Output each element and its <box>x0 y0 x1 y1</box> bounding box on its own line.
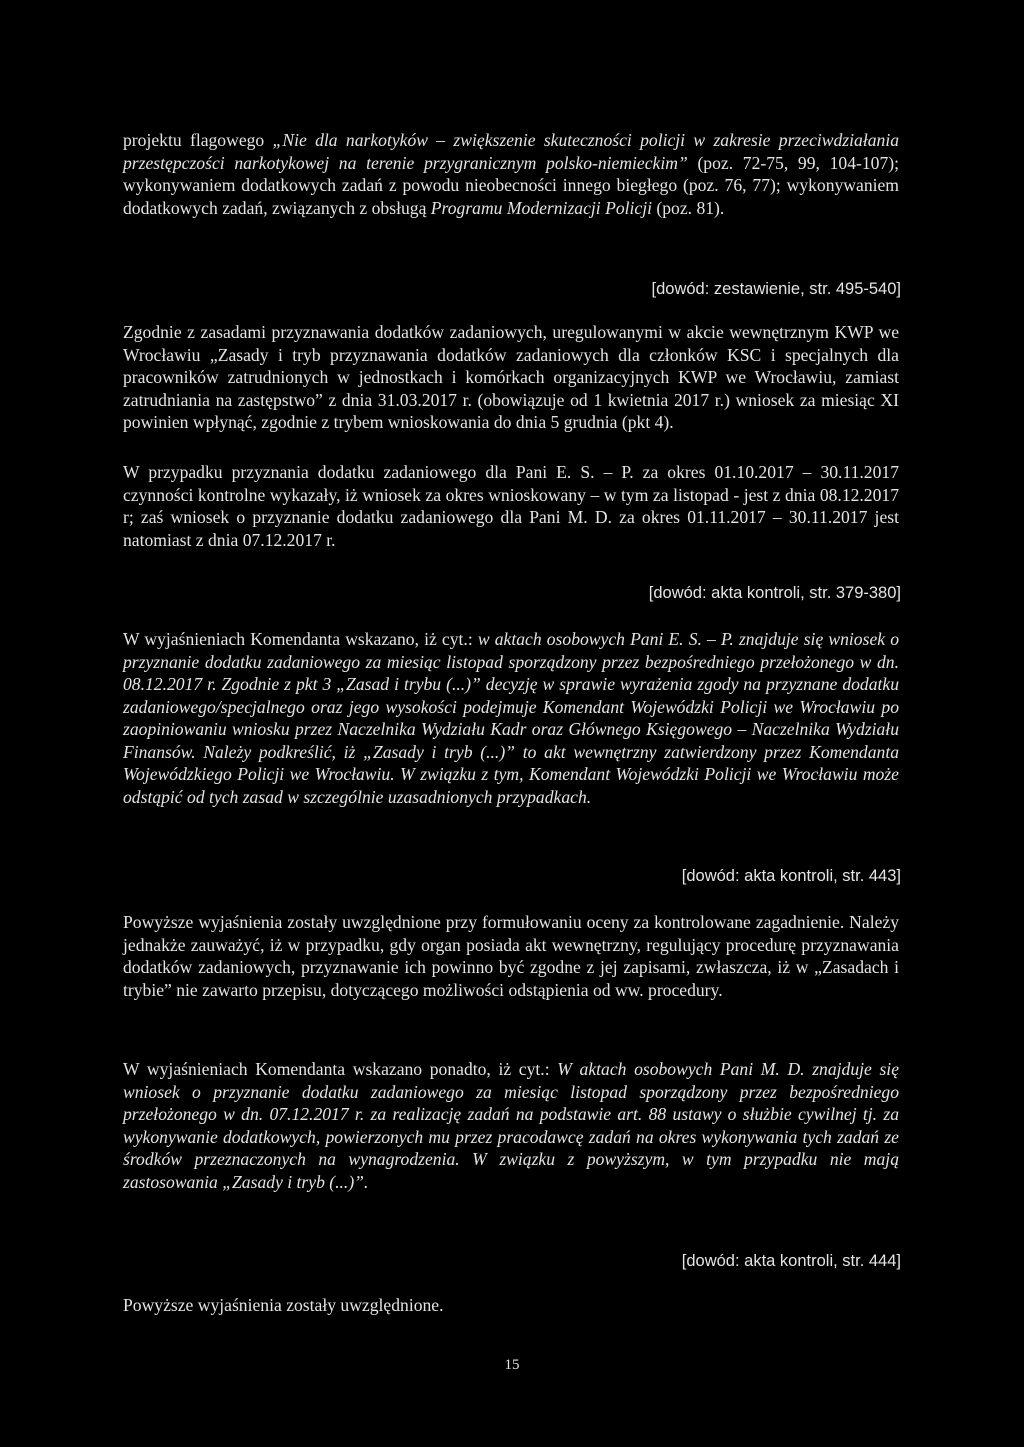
evidence-reference-2: [dowód: akta kontroli, str. 379-380] <box>648 584 901 602</box>
paragraph-3 <box>123 461 899 551</box>
evidence-reference-1: [dowód: zestawienie, str. 495-540] <box>651 280 901 298</box>
paragraph-5 <box>123 911 899 1001</box>
paragraph-4-text: W wyjaśnieniach Komendanta wskazano, iż cyt.: <box>123 629 478 649</box>
paragraph-1-text-b: (poz. 72-75, 99, 104-107); wykonywaniem dodatkowych zadań z powodu nieobecności innego biegłego (poz. 76, 77); wykonywaniem dodatkowych zadań, związanych z obsługą <box>123 152 900 218</box>
paragraph-1-program-name: Programu Modernizacji Policji <box>430 197 652 218</box>
evidence-reference-3: [dowód: akta kontroli, str. 443] <box>681 867 901 885</box>
paragraph-4 <box>123 628 899 808</box>
paragraph-2 <box>123 321 899 434</box>
paragraph-1-text-a: projektu flagowego <box>123 130 273 150</box>
page-number: 15 <box>504 1357 520 1373</box>
paragraph-2-text: Zgodnie z zasadami przyznawania dodatków zadaniowych, uregulowanymi w akcie wewnętrznym KWP we Wrocławiu „Zasady i tryb przyznawania dodatków zadaniowych dla członków KSC i specjalnych dla pracowników zatrudnionych w jednostkach i komórkach organizacyjnych KWP we Wrocławiu, zamiast zatrudniania na zastępstwo” z dnia 31.03.2017 r. (obowiązuje od 1 kwietnia 2017 r.) wniosek za miesiąc XI powinien wpłynąć, zgodnie z trybem wnioskowania do dnia 5 grudnia (pkt 4). <box>123 322 899 432</box>
paragraph-4-quote: w aktach osobowych Pani E. S. – P. znajduje się wniosek o przyznanie dodatku zadaniowego za miesiąc listopad sporządzony przez bezpośredniego przełożonego w dn. 08.12.2017 r. Zgodnie z pkt 3 „Zasad i trybu (...)” decyzję w sprawie wyrażenia zgody na przyznane dodatku zadaniowego/specjalnego oraz jego wysokości podejmuje Komendant Wojewódzki Policji we Wrocławiu po zaopiniowaniu wniosku przez Naczelnika Wydziału Kadr oraz Głównego Księgowego – Naczelnika Wydziału Finansów. Należy podkreślić, iż „Zasady i tryb (...)” to akt wewnętrzny zatwierdzony przez Komendanta Wojewódzkiego Policji we Wrocławiu. W związku z tym, Komendant Wojewódzki Policji we Wrocławiu może odstąpić od tych zasad w szczególnie uzasadnionych przypadkach. <box>123 629 899 807</box>
paragraph-6-text: W wyjaśnieniach Komendanta wskazano ponadto, iż cyt.: <box>123 1059 558 1079</box>
paragraph-1-text-c: (poz. 81). <box>651 197 725 218</box>
evidence-reference-4: [dowód: akta kontroli, str. 444] <box>681 1252 901 1270</box>
paragraph-1-project-title: „Nie dla narkotyków – zwiększenie skuteczności policji w zakresie przeciwdziałania przestępczości narkotykowej na terenie przygranicznym polsko-niemieckim” <box>123 130 900 173</box>
paragraph-6-quote: W aktach osobowych Pani M. D. znajduje się wniosek o przyznanie dodatku zadaniowego za miesiąc listopad sporządzony przez bezpośredniego przełożonego w dn. 07.12.2017 r. za realizację zadań na podstawie art. 88 ustawy o służbie cywilnej tj. za wykonywanie dodatkowych, powierzonych mu przez pracodawcę zadań na okres wykonywania tych zadań ze środków przeznaczonych na wynagrodzenia. W związku z powyższym, w tym przypadku nie mają zastosowania „Zasady i tryb (...)”. <box>123 1059 899 1192</box>
paragraph-3-text: W przypadku przyznania dodatku zadaniowego dla Pani E. S. – P. za okres 01.10.2017 – 30.11.2017 czynności kontrolne wykazały, iż wniosek za okres wnioskowany – w tym za listopad - jest z dnia 08.12.2017 r; zaś wniosek o przyznanie dodatku zadaniowego dla Pani M. D. za okres 01.11.2017 – 30.11.2017 jest natomiast z dnia 07.12.2017 r. <box>123 462 899 550</box>
paragraph-1 <box>123 129 899 219</box>
paragraph-7-text: Powyższe wyjaśnienia zostały uwzględnione. <box>123 1295 444 1315</box>
paragraph-7 <box>123 1294 899 1317</box>
paragraph-6 <box>123 1058 899 1193</box>
paragraph-5-text: Powyższe wyjaśnienia zostały uwzględnione przy formułowaniu oceny za kontrolowane zagadnienie. Należy jednakże zauważyć, iż w przypadku, gdy organ posiada akt wewnętrzny, regulujący procedurę przyznawania dodatków zadaniowych, przyznawanie ich powinno być zgodne z jej zapisami, zwłaszcza, iż w „Zasadach i trybie” nie zawarto przepisu, dotyczącego możliwości odstąpienia od ww. procedury. <box>123 912 899 1000</box>
